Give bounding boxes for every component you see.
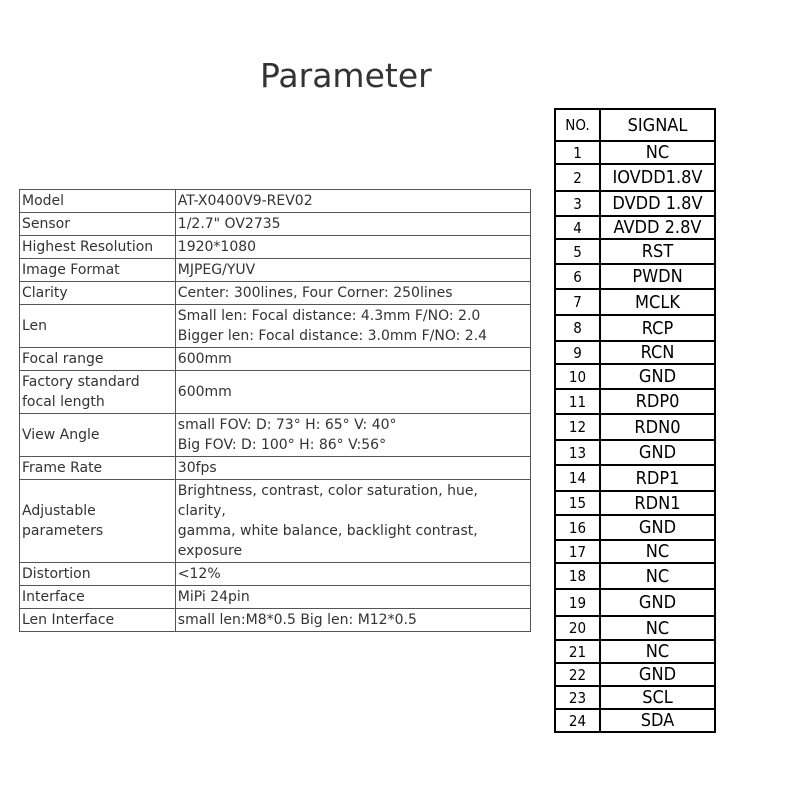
pin-row (555, 341, 715, 364)
pin-row (555, 191, 715, 216)
pin-number: 20 (555, 616, 600, 640)
param-value-line: 1920*1080 (177, 239, 257, 255)
pin-signal: RST (600, 239, 715, 264)
param-key: Len Interface (20, 609, 176, 632)
param-value (175, 348, 530, 371)
pin-number: 24 (555, 709, 600, 732)
param-row (20, 457, 531, 480)
pin-number: 4 (555, 216, 600, 239)
page-title: Parameter (260, 56, 432, 95)
param-value (175, 282, 530, 305)
pin-number: 18 (555, 563, 600, 589)
param-row (20, 609, 531, 632)
pin-signal: RCN (600, 341, 715, 364)
pin-row (555, 264, 715, 289)
pin-signal: GND (600, 589, 715, 616)
param-value (175, 259, 530, 282)
pin-row (555, 686, 715, 709)
pin-signal: NC (600, 616, 715, 640)
pin-signal: GND (600, 440, 715, 465)
pin-signal: NC (600, 640, 715, 663)
parameter-table (19, 189, 531, 632)
pin-signal: SCL (600, 686, 715, 709)
pin-row (555, 491, 715, 515)
pin-number: 22 (555, 663, 600, 686)
param-key: Clarity (20, 282, 176, 305)
pin-signal: GND (600, 364, 715, 389)
pin-row (555, 239, 715, 264)
pin-number: 14 (555, 465, 600, 491)
param-key: Factory standard focal length (20, 371, 176, 414)
param-value-line: AT-X0400V9-REV02 (177, 193, 313, 209)
pin-number: 2 (555, 164, 600, 191)
param-key: Len (20, 305, 176, 348)
param-value-line: small FOV: D: 73° H: 65° V: 40° (177, 417, 397, 433)
pin-signal: GND (600, 663, 715, 686)
pin-row (555, 465, 715, 491)
param-row (20, 305, 531, 348)
pin-signal: AVDD 2.8V (600, 216, 715, 239)
param-row (20, 586, 531, 609)
pin-number: 23 (555, 686, 600, 709)
pin-number: 12 (555, 414, 600, 440)
param-key: Adjustable parameters (20, 480, 176, 563)
pin-no-header: NO. (555, 109, 600, 141)
pin-row (555, 315, 715, 341)
param-value (175, 609, 530, 632)
param-key: Frame Rate (20, 457, 176, 480)
param-value-line: Bigger len: Focal distance: 3.0mm F/NO: 2.4 (177, 328, 488, 344)
pin-row (555, 640, 715, 663)
param-value (175, 480, 530, 563)
pin-number: 6 (555, 264, 600, 289)
pin-number: 1 (555, 141, 600, 164)
pin-row (555, 389, 715, 414)
param-row (20, 259, 531, 282)
pin-signal: RDN1 (600, 491, 715, 515)
param-key: Highest Resolution (20, 236, 176, 259)
pin-row (555, 616, 715, 640)
pin-row (555, 364, 715, 389)
pin-signal: RCP (600, 315, 715, 341)
pin-number: 9 (555, 341, 600, 364)
pin-row (555, 563, 715, 589)
pin-signal: PWDN (600, 264, 715, 289)
pin-number: 15 (555, 491, 600, 515)
pin-row (555, 164, 715, 191)
param-row (20, 371, 531, 414)
pin-number: 8 (555, 315, 600, 341)
param-value (175, 563, 530, 586)
param-value-line: 600mm (177, 384, 232, 400)
pin-signal: GND (600, 515, 715, 540)
pin-row (555, 414, 715, 440)
param-value-line: 600mm (177, 351, 232, 367)
pin-signal: RDP1 (600, 465, 715, 491)
pin-row (555, 141, 715, 164)
pin-row (555, 540, 715, 563)
pin-number: 10 (555, 364, 600, 389)
pin-signal: MCLK (600, 289, 715, 315)
param-row (20, 563, 531, 586)
param-value-line: Small len: Focal distance: 4.3mm F/NO: 2.0 (177, 308, 481, 324)
pin-signal-header: SIGNAL (600, 109, 715, 141)
pin-row (555, 709, 715, 732)
pin-signal: RDP0 (600, 389, 715, 414)
pin-row (555, 440, 715, 465)
param-value-line: 1/2.7" OV2735 (177, 216, 281, 232)
param-row (20, 348, 531, 371)
param-value-line: 30fps (177, 460, 217, 476)
param-key: Model (20, 190, 176, 213)
param-value-line: MJPEG/YUV (177, 262, 256, 278)
param-value (175, 236, 530, 259)
param-value (175, 213, 530, 236)
pin-signal: RDN0 (600, 414, 715, 440)
pin-signal: NC (600, 563, 715, 589)
pin-number: 3 (555, 191, 600, 216)
pin-number: 13 (555, 440, 600, 465)
param-row (20, 414, 531, 457)
pin-number: 16 (555, 515, 600, 540)
param-value-line: Brightness, contrast, color saturation, hue, clarity, (177, 483, 478, 519)
param-key: Image Format (20, 259, 176, 282)
param-value-line: <12% (177, 566, 221, 582)
pin-row (555, 663, 715, 686)
pin-signal: IOVDD1.8V (600, 164, 715, 191)
param-value-line: small len:M8*0.5 Big len: M12*0.5 (177, 612, 417, 628)
pin-row (555, 589, 715, 616)
pin-number: 5 (555, 239, 600, 264)
param-value-line: Big FOV: D: 100° H: 86° V:56° (177, 437, 387, 453)
pin-number: 17 (555, 540, 600, 563)
param-value (175, 371, 530, 414)
param-value-line: Center: 300lines, Four Corner: 250lines (177, 285, 453, 301)
param-key: Focal range (20, 348, 176, 371)
pin-number: 7 (555, 289, 600, 315)
param-value (175, 457, 530, 480)
param-row (20, 282, 531, 305)
pin-number: 21 (555, 640, 600, 663)
param-row (20, 190, 531, 213)
pin-signal: NC (600, 141, 715, 164)
pin-signal: SDA (600, 709, 715, 732)
param-value (175, 190, 530, 213)
param-value-line: MiPi 24pin (177, 589, 250, 605)
param-value (175, 414, 530, 457)
param-row (20, 213, 531, 236)
pin-signal-table (554, 108, 716, 733)
pin-row (555, 289, 715, 315)
param-value (175, 586, 530, 609)
pin-table-header (555, 109, 715, 141)
param-key: Distortion (20, 563, 176, 586)
param-key: Interface (20, 586, 176, 609)
pin-number: 11 (555, 389, 600, 414)
param-key: Sensor (20, 213, 176, 236)
pin-row (555, 216, 715, 239)
param-key: View Angle (20, 414, 176, 457)
pin-row (555, 515, 715, 540)
param-row (20, 480, 531, 563)
pin-signal: NC (600, 540, 715, 563)
param-value (175, 305, 530, 348)
pin-number: 19 (555, 589, 600, 616)
param-value-line: gamma, white balance, backlight contrast, exposure (177, 523, 478, 559)
param-row (20, 236, 531, 259)
pin-signal: DVDD 1.8V (600, 191, 715, 216)
